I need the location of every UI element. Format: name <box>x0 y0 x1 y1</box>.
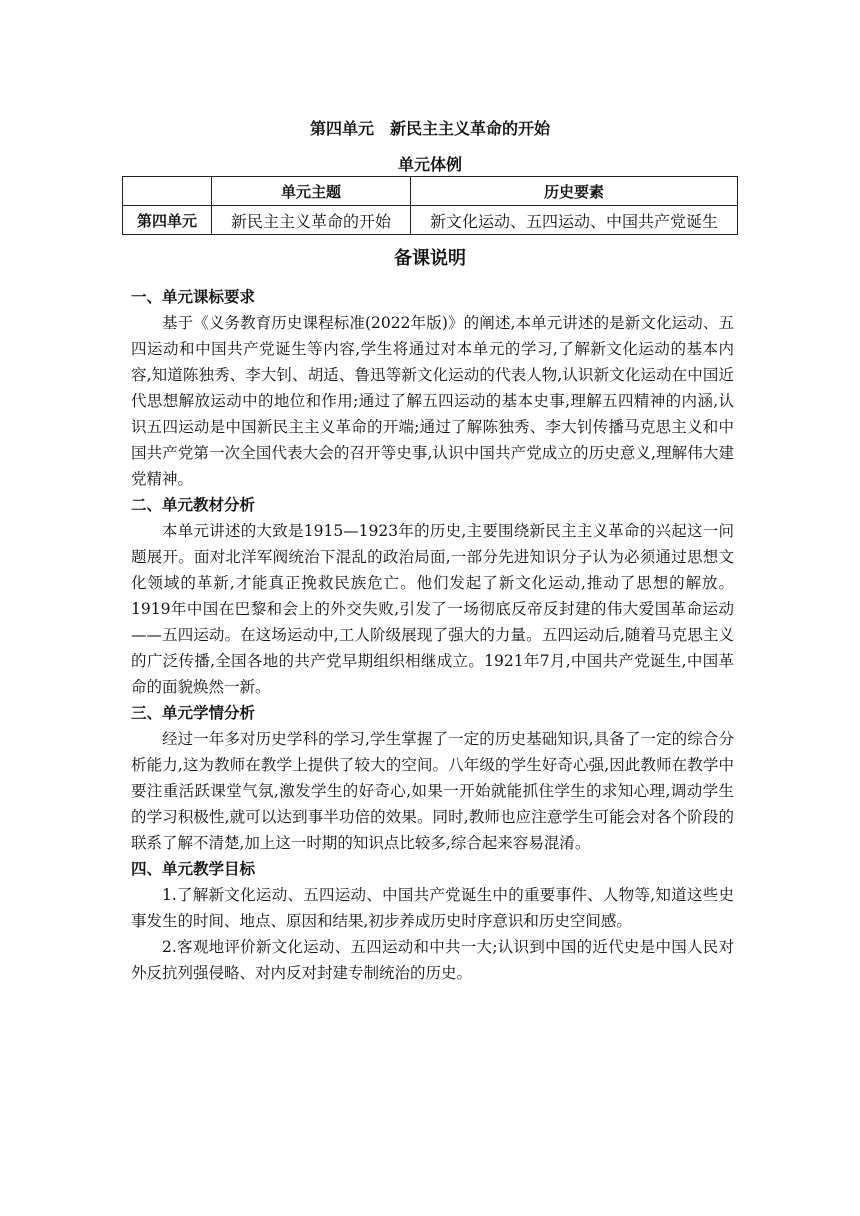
table-header-row <box>123 177 738 206</box>
table-cell-theme: 新民主主义革命的开始 <box>212 206 411 235</box>
section-teaching-goals <box>131 856 734 986</box>
section-heading: 三、单元学情分析 <box>131 704 256 722</box>
section-paragraph: 1.了解新文化运动、五四运动、中国共产党诞生中的重要事件、人物等,知道这些史事发生的时间、地点、原因和结果,初步养成历史时序意识和历史空间感。 <box>131 886 734 930</box>
section-standards <box>131 284 734 492</box>
section-heading: 一、单元课标要求 <box>131 288 256 306</box>
document-body <box>131 284 734 986</box>
section-textbook-analysis <box>131 492 734 700</box>
table-caption: 单元体例 <box>397 155 462 174</box>
table-cell-elements: 新文化运动、五四运动、中国共产党诞生 <box>411 206 738 235</box>
section-heading: 二、单元教材分析 <box>131 496 256 514</box>
table-header-theme: 单元主题 <box>212 177 411 206</box>
section-paragraph: 本单元讲述的大致是1915—1923年的历史,主要围绕新民主主义革命的兴起这一问题展开。面对北洋军阀统治下混乱的政治局面,一部分先进知识分子认为必须通过思想文化领域的革新,才能真正挽救民族危亡。他们发起了新文化运动,推动了思想的解放。1919年中国在巴黎和会上的外交失败,引发了一场彻底反帝反封建的伟大爱国革命运动——五四运动。在这场运动中,工人阶级展现了强大的力量。五四运动后,随着马克思主义的广泛传播,全国各地的共产党早期组织相继成立。1921年7月,中国共产党诞生,中国革命的面貌焕然一新。 <box>131 522 734 696</box>
table-header-empty <box>123 177 212 206</box>
section-paragraph: 基于《义务教育历史课程标准(2022年版)》的阐述,本单元讲述的是新文化运动、五四运动和中国共产党诞生等内容,学生将通过对本单元的学习,了解新文化运动的基本内容,知道陈独秀、李大钊、胡适、鲁迅等新文化运动的代表人物,认识新文化运动在中国近代思想解放运动中的地位和作用;通过了解五四运动的基本史事,理解五四精神的内涵,认识五四运动是中国新民主主义革命的开端;通过了解陈独秀、李大钊传播马克思主义和中国共产党第一次全国代表大会的召开等史事,认识中国共产党成立的历史意义,理解伟大建党精神。 <box>131 314 734 488</box>
section-paragraph: 2.客观地评价新文化运动、五四运动和中共一大;认识到中国的近代史是中国人民对外反抗列强侵略、对内反对封建专制统治的历史。 <box>131 938 734 982</box>
unit-structure-table <box>122 176 738 235</box>
unit-title: 第四单元 新民主主义革命的开始 <box>309 119 550 138</box>
table-cell-unit: 第四单元 <box>123 206 212 235</box>
section-heading: 四、单元教学目标 <box>131 860 256 878</box>
lesson-prep-title: 备课说明 <box>394 248 466 269</box>
table-header-elements: 历史要素 <box>411 177 738 206</box>
section-paragraph: 经过一年多对历史学科的学习,学生掌握了一定的历史基础知识,具备了一定的综合分析能力,这为教师在教学上提供了较大的空间。八年级的学生好奇心强,因此教师在教学中要注重活跃课堂气氛,激发学生的好奇心,如果一开始就能抓住学生的求知心理,调动学生的学习积极性,就可以达到事半功倍的效果。同时,教师也应注意学生可能会对各个阶段的联系了解不清楚,加上这一时期的知识点比较多,综合起来容易混淆。 <box>131 730 734 852</box>
table-row <box>123 206 738 235</box>
section-student-analysis <box>131 700 734 856</box>
